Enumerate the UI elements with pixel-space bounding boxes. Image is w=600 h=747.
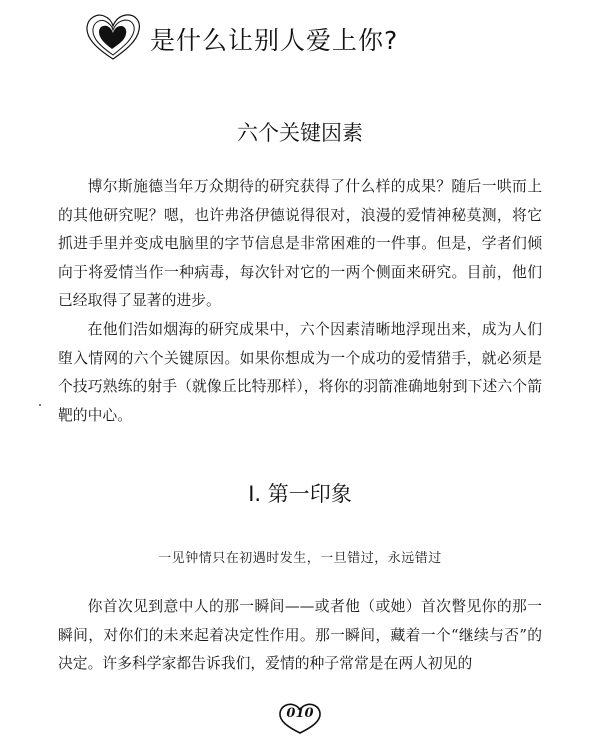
scan-speck xyxy=(39,404,41,406)
chapter-title: Ⅰ. 第一印象 xyxy=(248,482,352,506)
page-number-badge xyxy=(270,700,330,736)
chapter-subtitle: 一见钟情只在初遇时发生，一旦错过，永远错过 xyxy=(158,551,442,566)
body-paragraph: 在他们浩如烟海的研究成果中，六个因素清晰地浮现出来，成为人们堕入情网的六个关键原因。如果你想成为一个成功的爱情猎手，就必须是个技巧熟练的射手（就像丘比特那样），将你的羽箭准确地射到下述六个箭靶的中心。 xyxy=(58,321,542,424)
page-number: 010 xyxy=(286,706,314,721)
page-header xyxy=(84,12,544,68)
body-paragraph: 博尔斯施德当年万众期待的研究获得了什么样的成果？随后一哄而上的其他研究呢？嗯，也许弗洛伊德说得很对，浪漫的爱情神秘莫测，将它抓进手里并变成电脑里的字节信息是非常困难的一件事。但是，学者们倾向于将爱情当作一种病毒，每次针对它的一两个侧面来研究。目前，他们已经取得了显著的进步。 xyxy=(58,178,542,309)
section-title: 六个关键因素 xyxy=(237,121,363,145)
body-paragraph: 你首次见到意中人的那一瞬间——或者他（或她）首次瞥见你的那一瞬间，对你们的未来起着决定性作用。那一瞬间，藏着一个“继续与否”的决定。许多科学家都告诉我们，爱情的种子常常是在两人初见的 xyxy=(58,598,542,672)
heart-icon xyxy=(84,12,142,64)
header-title: 是什么让别人爱上你? xyxy=(150,26,399,55)
